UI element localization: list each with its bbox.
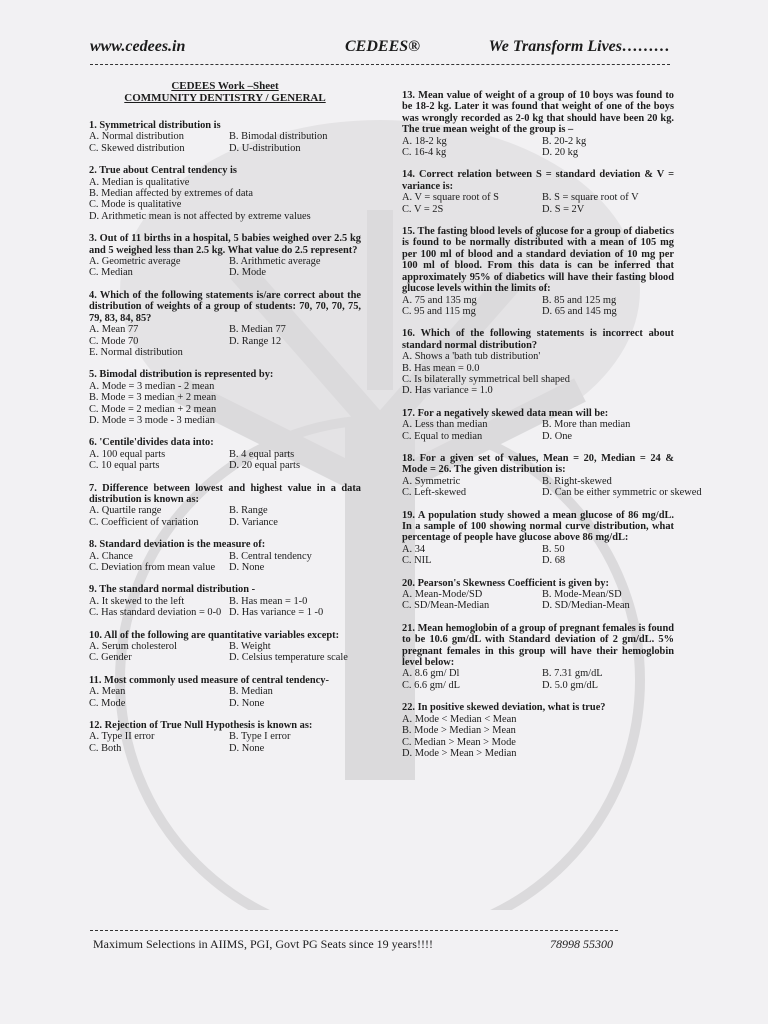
answer-option[interactable]: C. Equal to median xyxy=(402,430,483,442)
option-list xyxy=(402,295,674,318)
answer-option[interactable]: D. 20 equal parts xyxy=(229,460,300,472)
answer-option[interactable]: C. Mode xyxy=(89,697,126,709)
question-item xyxy=(402,328,674,396)
answer-option[interactable]: B. Bimodal distribution xyxy=(229,131,328,143)
question-item xyxy=(89,630,361,664)
option-list xyxy=(402,192,674,215)
answer-option[interactable]: C. Gender xyxy=(89,652,132,664)
question-stem: 11. Most commonly used measure of central tendency- xyxy=(89,674,329,686)
answer-option[interactable]: D. 65 and 145 mg xyxy=(542,305,617,317)
answer-option[interactable]: A. 18-2 kg xyxy=(402,135,447,147)
answer-option[interactable]: D. None xyxy=(229,562,265,573)
answer-option[interactable]: A. Quartile range xyxy=(89,505,162,517)
footer-text: Maximum Selections in AIIMS, PGI, Govt PG Seats since 19 years!!!! xyxy=(93,937,433,951)
answer-option[interactable]: A. It skewed to the left xyxy=(89,595,185,607)
website-link[interactable]: www.cedees.in xyxy=(90,38,186,55)
answer-option[interactable]: C. Skewed distribution xyxy=(89,142,185,154)
question-item xyxy=(402,452,702,499)
answer-option[interactable]: C. 6.6 gm/ dL xyxy=(402,679,461,691)
question-item xyxy=(402,578,674,612)
answer-option[interactable]: B. 4 equal parts xyxy=(229,448,295,460)
option-list xyxy=(89,381,361,427)
option-list xyxy=(402,475,702,499)
page-header xyxy=(90,38,670,62)
answer-option[interactable]: B. Arithmetic average xyxy=(229,256,321,268)
question-item xyxy=(89,165,361,222)
answer-option[interactable]: A. V = square root of S xyxy=(402,192,499,204)
answer-option[interactable]: C. 10 equal parts xyxy=(89,460,160,472)
question-stem: 22. In positive skewed deviation, what is true? xyxy=(402,702,606,714)
question-item xyxy=(89,437,361,471)
answer-option[interactable]: C. SD/Mean-Median xyxy=(402,600,490,612)
answer-option[interactable]: B. 85 and 125 mg xyxy=(542,294,617,306)
header-divider xyxy=(90,64,670,65)
answer-option[interactable]: D. Mode > Mean > Median xyxy=(402,747,517,759)
question-stem: 5. Bimodal distribution is represented by: xyxy=(89,369,274,381)
option-list xyxy=(89,177,361,223)
question-item xyxy=(89,584,361,618)
option-list xyxy=(89,324,361,358)
question-stem: 2. True about Central tendency is xyxy=(89,165,237,177)
option-list xyxy=(89,449,361,472)
answer-option[interactable]: A. Median is qualitative xyxy=(89,176,190,188)
question-stem: 20. Pearson's Skewness Coefficient is given by: xyxy=(402,577,609,589)
answer-option[interactable]: B. Has mean = 1-0 xyxy=(229,595,308,607)
answer-option[interactable]: D. SD/Median-Mean xyxy=(542,600,630,612)
answer-option[interactable]: B. 20-2 kg xyxy=(542,135,587,147)
answer-option[interactable]: C. Coefficient of variation xyxy=(89,516,199,528)
answer-option[interactable]: D. None xyxy=(229,697,265,709)
answer-option[interactable]: C. NIL xyxy=(402,555,432,567)
question-item xyxy=(89,290,361,358)
question-item xyxy=(89,675,361,709)
answer-option[interactable]: B. Right-skewed xyxy=(542,475,612,487)
question-stem: 3. Out of 11 births in a hospital, 5 babies weighed over 2.5 kg and 5 weighed less than 2.5 kg. What value do 2.5 represent? xyxy=(89,233,361,256)
option-list xyxy=(89,596,361,619)
option-list xyxy=(402,351,674,397)
title-line-1: CEDEES Work –Sheet xyxy=(171,80,279,92)
option-list xyxy=(89,686,361,709)
answer-option[interactable]: D. S = 2V xyxy=(542,203,585,215)
left-column xyxy=(89,80,361,765)
answer-option[interactable]: D. Range 12 xyxy=(229,335,282,347)
question-stem: 7. Difference between lowest and highest value in a data distribution is known as: xyxy=(89,482,361,505)
answer-option[interactable]: D. 68 xyxy=(542,555,566,567)
question-stem: 8. Standard deviation is the measure of: xyxy=(89,539,266,551)
question-stem: 21. Mean hemoglobin of a group of pregnant females is found to be 10.6 gm/dL with Standard deviation of 2 gm/dL. 5% pregnant females in this group will have their hemoglobin level below: xyxy=(402,622,674,669)
option-list xyxy=(402,714,674,760)
question-item xyxy=(402,169,674,215)
answer-option[interactable]: E. Normal distribution xyxy=(89,346,183,358)
answer-option[interactable]: A. 8.6 gm/ Dl xyxy=(402,668,460,680)
answer-option[interactable]: C. Left-skewed xyxy=(402,487,467,499)
question-item xyxy=(402,226,674,317)
answer-option[interactable]: D. 20 kg xyxy=(542,147,579,159)
answer-option[interactable]: D. None xyxy=(229,742,265,754)
answer-option[interactable]: B. S = square root of V xyxy=(542,192,639,204)
question-item xyxy=(402,623,674,691)
question-stem: 1. Symmetrical distribution is xyxy=(89,120,221,131)
answer-option[interactable]: A. Normal distribution xyxy=(89,131,184,143)
answer-option[interactable]: A. Geometric average xyxy=(89,256,181,268)
question-item xyxy=(402,90,674,158)
option-list xyxy=(402,544,674,567)
question-item xyxy=(89,483,361,529)
question-stem: 10. All of the following are quantitative variables except: xyxy=(89,629,340,641)
question-stem: 17. For a negatively skewed data mean will be: xyxy=(402,407,609,419)
answer-option[interactable]: D. Mode xyxy=(229,267,266,279)
answer-option[interactable]: A. 100 equal parts xyxy=(89,448,166,460)
option-list xyxy=(89,551,361,574)
question-stem: 15. The fasting blood levels of glucose for a group of diabetics is found to be normally distributed with a mean of 105 mg per 100 ml of blood and a standard deviation of 10 mg per 100 ml of blood. From this data is can be inferred that approximately 95% of diabetics will have their fasting blood glucose levels within the limits of: xyxy=(402,226,674,295)
answer-option[interactable]: B. 50 xyxy=(542,543,565,555)
answer-option[interactable]: B. 7.31 gm/dL xyxy=(542,668,603,680)
worksheet-title xyxy=(89,80,361,104)
right-column xyxy=(402,90,702,770)
answer-option[interactable]: C. Median > Mean > Mode xyxy=(402,736,516,748)
answer-option[interactable]: D. 5.0 gm/dL xyxy=(542,679,598,691)
answer-option[interactable]: A. 75 and 135 mg xyxy=(402,294,477,306)
answer-option[interactable]: B. Median affected by extremes of data xyxy=(89,188,253,200)
answer-option[interactable]: D. U-distribution xyxy=(229,142,301,154)
option-list xyxy=(402,668,674,691)
answer-option[interactable]: C. V = 2S xyxy=(402,203,444,215)
option-list xyxy=(89,256,361,279)
answer-option[interactable]: C. Mode 70 xyxy=(89,335,139,347)
answer-option[interactable]: C. 16-4 kg xyxy=(402,147,447,159)
answer-option[interactable]: D. Variance xyxy=(229,516,278,528)
answer-option[interactable]: C. Mode is qualitative xyxy=(89,199,182,211)
answer-option[interactable]: A. Shows a 'bath tub distribution' xyxy=(402,351,541,363)
answer-option[interactable]: C. Both xyxy=(89,742,122,754)
answer-option[interactable]: A. Chance xyxy=(89,550,133,562)
question-stem: 18. For a given set of values, Mean = 20, Median = 24 & Mode = 26. The given distribution is: xyxy=(402,452,674,476)
option-list xyxy=(89,505,361,528)
answer-option[interactable]: A. Mean 77 xyxy=(89,324,139,336)
answer-option[interactable]: C. Has standard deviation = 0-0 xyxy=(89,607,222,619)
answer-option[interactable]: D. Has variance = 1 -0 xyxy=(229,607,324,619)
answer-option[interactable]: D. Celsius temperature scale xyxy=(229,652,348,664)
question-item xyxy=(89,233,361,279)
answer-option[interactable]: C. Mode = 2 median + 2 mean xyxy=(89,403,217,415)
answer-option[interactable]: A. Symmetric xyxy=(402,475,461,487)
answer-option[interactable]: C. Deviation from mean value xyxy=(89,562,216,573)
answer-option[interactable]: A. Serum cholesterol xyxy=(89,641,178,653)
answer-option[interactable]: A. Less than median xyxy=(402,419,488,431)
question-stem: 16. Which of the following statements is incorrect about standard normal distribution? xyxy=(402,328,674,351)
answer-option[interactable]: A. Mean-Mode/SD xyxy=(402,589,483,601)
answer-option[interactable]: D. Mode = 3 mode - 3 median xyxy=(89,414,215,426)
question-item xyxy=(402,702,674,759)
answer-option[interactable]: B. Has mean = 0.0 xyxy=(402,362,480,374)
footer-phone: 78998 55300 xyxy=(550,937,613,951)
answer-option[interactable]: B. Median xyxy=(229,686,273,698)
question-item xyxy=(89,120,361,154)
answer-option[interactable]: C. Median xyxy=(89,267,133,279)
option-list xyxy=(89,641,361,664)
answer-option[interactable]: D. Arithmetic mean is not affected by extreme values xyxy=(89,210,311,222)
title-line-2: COMMUNITY DENTISTRY / GENERAL xyxy=(124,92,326,104)
answer-option[interactable]: A. Mode = 3 median - 2 mean xyxy=(89,380,215,392)
answer-option[interactable]: B. Mode = 3 median + 2 mean xyxy=(89,392,217,404)
question-item xyxy=(89,720,361,754)
answer-option[interactable]: A. Mode < Median < Mean xyxy=(402,713,517,725)
answer-option[interactable]: B. Range xyxy=(229,505,268,517)
question-stem: 19. A population study showed a mean glucose of 86 mg/dL. In a sample of 100 showing normal curve distribution, what percentage of people have glucose above 86 mg/dL: xyxy=(402,509,674,544)
brand-name: CEDEES® xyxy=(345,38,421,55)
footer-divider xyxy=(90,930,618,931)
answer-option[interactable]: B. More than median xyxy=(542,419,631,431)
question-stem: 9. The standard normal distribution - xyxy=(89,584,256,596)
question-stem: 13. Mean value of weight of a group of 10 boys was found to be 18-2 kg. Later it was found that weight of one of the boys was wrongly recorded as 2-0 kg that should have been 20 kg. The true mean weight of the group is – xyxy=(402,90,674,136)
answer-option[interactable]: B. Central tendency xyxy=(229,550,312,562)
answer-option[interactable]: A. Type II error xyxy=(89,731,155,743)
option-list xyxy=(402,136,674,159)
answer-option[interactable]: D. Has variance = 1.0 xyxy=(402,385,493,397)
option-list xyxy=(89,131,361,154)
question-stem: 14. Correct relation between S = standard deviation & V = variance is: xyxy=(402,169,674,192)
option-list xyxy=(89,731,361,754)
answer-option[interactable]: A. Mean xyxy=(89,686,126,698)
question-item xyxy=(89,539,361,573)
answer-option[interactable]: D. Can be either symmetric or skewed xyxy=(542,487,702,499)
answer-option[interactable]: C. 95 and 115 mg xyxy=(402,305,476,317)
question-item xyxy=(402,510,674,567)
question-item xyxy=(402,408,674,442)
answer-option[interactable]: B. Mode-Mean/SD xyxy=(542,589,622,601)
question-item xyxy=(89,369,361,426)
answer-option[interactable]: B. Type I error xyxy=(229,731,291,743)
option-list xyxy=(402,589,674,612)
question-stem: 4. Which of the following statements is/are correct about the distribution of weights of a group of students: 70, 70, 70, 75, 79, 83, 84, 85? xyxy=(89,289,361,324)
answer-option[interactable]: C. Is bilaterally symmetrical bell shaped xyxy=(402,373,570,385)
question-stem: 12. Rejection of True Null Hypothesis is known as: xyxy=(89,720,313,732)
question-stem: 6. 'Centile'divides data into: xyxy=(89,437,214,449)
answer-option[interactable]: B. Median 77 xyxy=(229,324,286,336)
answer-option[interactable]: B. Mode > Median > Mean xyxy=(402,725,516,737)
answer-option[interactable]: B. Weight xyxy=(229,641,271,653)
answer-option[interactable]: A. 34 xyxy=(402,543,426,555)
answer-option[interactable]: D. One xyxy=(542,430,573,442)
option-list xyxy=(402,419,674,442)
tagline: We Transform Lives……… xyxy=(488,38,670,55)
